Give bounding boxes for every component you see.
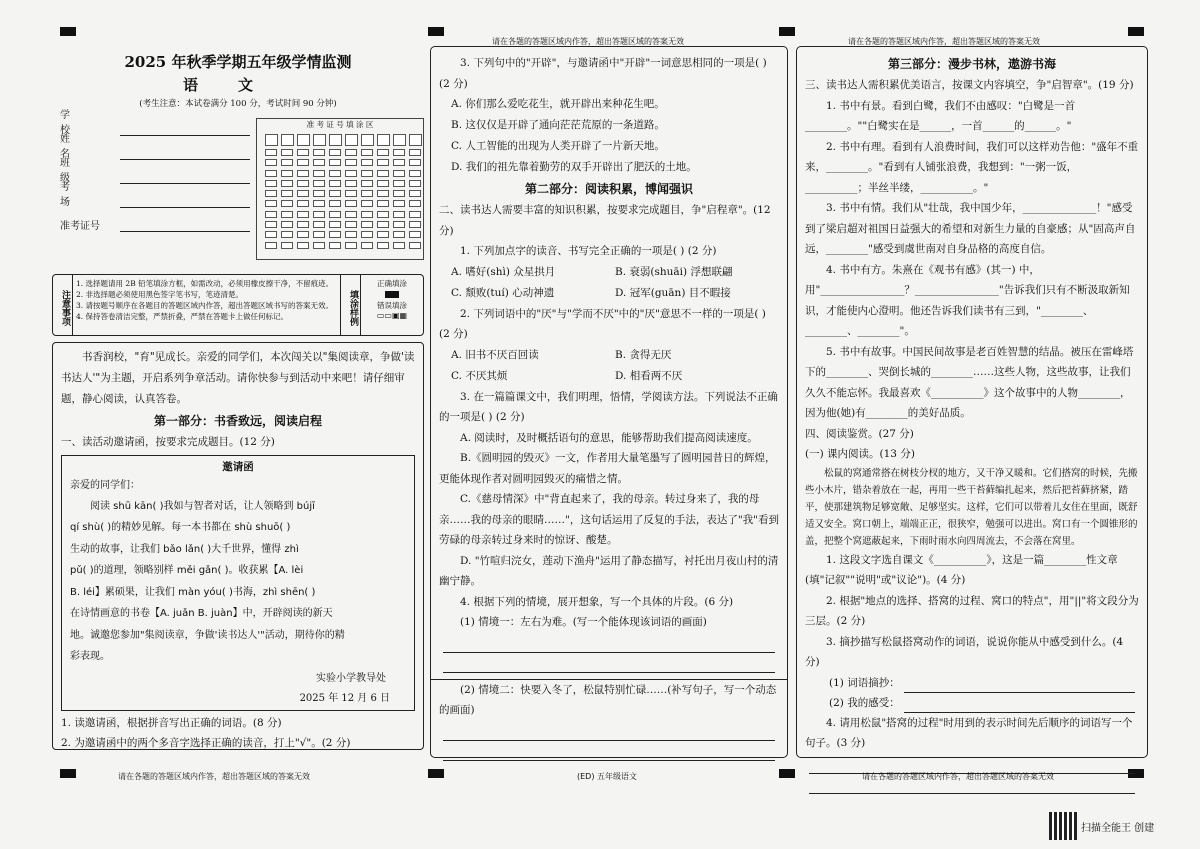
- option[interactable]: B. 这仅仅是开辟了通向茫茫荒原的一条道路。: [451, 119, 665, 131]
- registration-mark: [428, 769, 444, 778]
- fill-item[interactable]: 5. 书中有故事。中国民间故事是老百姓智慧的结晶。被压在雷峰塔下的________、哭倒长城的________……这些人物，这些故事，让我们久久不能忘怀。我最喜欢《__________》这个故事中的人物________，因为他(她)有________的美好品质。: [805, 345, 1134, 419]
- letter-line: 生动的故事，让我们 bǎo lǎn( )大千世界，懂得 zhì: [70, 543, 299, 555]
- fill-item[interactable]: 1. 书中有景。看到白鹭，我们不由感叹："白鹭是一首________。""白鹭实在是______，一首______的______。": [805, 99, 1076, 132]
- registration-mark: [779, 27, 795, 36]
- question-column-2: [430, 46, 788, 758]
- ticket-digit-bubble[interactable]: [265, 190, 277, 197]
- ticket-digit-bubble[interactable]: [345, 231, 357, 238]
- option[interactable]: C.《慈母情深》中"背直起来了，我的母亲。转过身来了，我的母亲……我的母亲的眼睛……"，这句话运用了反复的手法，表达了"我"看到劳碌的母亲转过身来时的惊讶、酸楚。: [439, 493, 779, 546]
- letter-line: 地。诚邀您参加"集阅读章，争做'读书达人'"活动，期待你的精: [70, 629, 345, 641]
- ticket-digit-bubble[interactable]: [281, 221, 293, 228]
- ticket-digit-bubble[interactable]: [409, 170, 421, 177]
- letter-line: 阅读 shū kān( )我如与智者对话，让人领略到 bújī: [90, 500, 315, 512]
- ticket-digit-bubble[interactable]: [393, 221, 405, 228]
- ticket-digit-bubble[interactable]: [265, 211, 277, 218]
- ticket-digit-bubble[interactable]: [377, 231, 389, 238]
- ticket-digit-bubble[interactable]: [345, 242, 357, 249]
- info-class[interactable]: 班 级: [60, 160, 250, 184]
- ticket-digit-bubble[interactable]: [265, 149, 277, 156]
- ticket-digit-bubble[interactable]: [409, 211, 421, 218]
- ticket-digit-bubble[interactable]: [329, 190, 341, 197]
- ticket-digit-bubble[interactable]: [313, 190, 325, 197]
- q2-1-options: [439, 262, 779, 304]
- ticket-digit-bubble[interactable]: [409, 190, 421, 197]
- fill-item[interactable]: 4. 书中有方。朱熹在《观书有感》(其一) 中，用"________________？________________"告诉我们只有不断汲取新知识，才能使内心澄明。他还告诉我们读书有三到，"________、________、________"。: [805, 263, 1130, 337]
- q2-2-options: [439, 345, 779, 387]
- ticket-digit-bubble[interactable]: [329, 159, 341, 166]
- rule-item: 4. 保持答卷清洁完整，严禁折叠，严禁在答题卡上做任何标记。: [76, 312, 289, 321]
- ticket-digit-bubble[interactable]: [265, 180, 277, 187]
- ticket-digit-bubble[interactable]: [361, 242, 373, 249]
- registration-mark: [428, 27, 444, 36]
- part1-heading: 第一部分：书香致远，阅读启程: [153, 414, 322, 428]
- ticket-digit-column[interactable]: [297, 134, 311, 252]
- ticket-digit-bubble[interactable]: [409, 180, 421, 187]
- intro-text: 书香润校，"育"见成长。亲爱的同学们，本次闯关以"集阅读章，争做'读书达人'"为主题，开启系列争章活动。请你快参与到活动中来吧！请仔细审题，静心阅读，认真答卷。: [61, 351, 415, 405]
- ticket-digit-bubble[interactable]: [345, 170, 357, 177]
- ticket-digit-bubble[interactable]: [265, 221, 277, 228]
- q2-3-stem: 3. 在一篇篇课文中，我们明理，悟情，学阅读方法。下列说法不正确的一项是( ) (2 分): [439, 390, 778, 423]
- ticket-digit-column[interactable]: [345, 134, 359, 252]
- q2-4-2: (2) 情境二：快要入冬了，松鼠特别忙碌……(补写句子，写一个动态的画面): [439, 683, 777, 716]
- ticket-digit-bubble[interactable]: [297, 231, 309, 238]
- ticket-digit-bubble[interactable]: [345, 200, 357, 207]
- ticket-digit-bubble[interactable]: [281, 200, 293, 207]
- ticket-digit-bubble[interactable]: [297, 221, 309, 228]
- option[interactable]: A. 嗜好(shì) 众星拱月: [451, 265, 556, 278]
- ticket-digit-column[interactable]: [313, 134, 327, 252]
- ticket-digit-bubble[interactable]: [361, 211, 373, 218]
- ticket-digit-bubble[interactable]: [297, 170, 309, 177]
- option[interactable]: A. 阅读时，及时概括语句的意思，能够帮助我们提高阅读速度。: [460, 431, 758, 444]
- q2-1-stem: 1. 下列加点字的读音、书写完全正确的一项是( ) (2 分): [460, 245, 717, 257]
- registration-mark: [60, 769, 76, 778]
- rule-item: 2. 非选择题必须使用黑色签字笔书写，笔迹清楚。: [76, 290, 244, 299]
- ticket-digit-bubble[interactable]: [281, 231, 293, 238]
- ticket-digit-bubble[interactable]: [393, 190, 405, 197]
- fill-correct-label: 正确填涂: [377, 279, 407, 288]
- q4-prompt: 四、阅读鉴赏。(27 分): [805, 427, 914, 440]
- fill-wrong-label: 错误填涂: [377, 301, 407, 310]
- reading-passage: 松鼠的窝通常搭在树枝分杈的地方，又干净又暖和。它们搭窝的时候，先搬些小木片，错杂着放在一起，再用一些干苔藓编扎起来，然后把苔藓挤紧，踏平，使那建筑物足够宽敞、足够坚实。这样，它们可以带着儿女住在里面，既舒适又安全。窝口朝上，端端正正，很狭窄，勉强可以进出。窝口有一个圆锥形的盖，把整个窝遮蔽起来，下雨时雨水向四周流去，不会落在窝里。: [805, 467, 1138, 547]
- part1-box: [52, 342, 424, 750]
- ticket-digit-column[interactable]: [393, 134, 407, 252]
- exam-note: (考生注意：本试卷满分 100 分，考试时间 90 分钟): [139, 99, 337, 109]
- fill-sample: [361, 275, 423, 335]
- ticket-digit-bubble[interactable]: [281, 180, 293, 187]
- qr-code-icon: [1049, 812, 1077, 840]
- ticket-digit-bubble[interactable]: [297, 242, 309, 249]
- option[interactable]: C. 颓败(tuí) 心动神遗: [451, 286, 555, 299]
- rule-item: 1. 选择题请用 2B 铅笔填涂方框，如需改动，必须用橡皮擦干净，不留痕迹。: [76, 279, 334, 288]
- ticket-digit-column[interactable]: [409, 134, 423, 252]
- exam-title: 2025 年秋季学期五年级学情监测: [124, 53, 352, 71]
- ticket-digit-bubble[interactable]: [377, 221, 389, 228]
- answer-line[interactable]: [443, 633, 775, 653]
- ticket-digit-bubble[interactable]: [329, 242, 341, 249]
- ticket-digit-bubble[interactable]: [265, 231, 277, 238]
- scanner-watermark: 扫描全能王 创建: [1081, 823, 1155, 834]
- invitation-letter: [61, 455, 415, 711]
- option[interactable]: D. 冠军(guān) 目不暇接: [615, 286, 731, 299]
- ticket-digit-bubble[interactable]: [313, 231, 325, 238]
- ticket-digit-bubble[interactable]: [313, 200, 325, 207]
- info-ticket[interactable]: 准考证号: [60, 208, 250, 232]
- ticket-digit-bubble[interactable]: [377, 149, 389, 156]
- reading-question[interactable]: 3. 摘抄描写松鼠搭窝动作的词语，说说你能从中感受到什么。(4 分): [805, 635, 1124, 668]
- footer-code: (ED) 五年级语文: [577, 772, 637, 781]
- ticket-digit-bubble[interactable]: [329, 231, 341, 238]
- ticket-digit-bubble[interactable]: [409, 159, 421, 166]
- ticket-digit-bubble[interactable]: [393, 159, 405, 166]
- ticket-digit-bubble[interactable]: [329, 221, 341, 228]
- q1-prompt: 一、读活动邀请函，按要求完成题目。(12 分): [61, 436, 275, 448]
- ticket-digit-bubble[interactable]: [313, 159, 325, 166]
- ticket-digit-bubble[interactable]: [313, 242, 325, 249]
- ticket-digit-column[interactable]: [281, 134, 295, 252]
- letter-line: B. léi】累硕果，让我们 màn yóu( )书海，zhì shēn( ): [70, 586, 316, 598]
- ticket-digit-bubble[interactable]: [393, 231, 405, 238]
- ticket-digit-bubble[interactable]: [345, 190, 357, 197]
- ticket-digit-column[interactable]: [377, 134, 391, 252]
- ticket-digit-bubble[interactable]: [409, 231, 421, 238]
- ticket-digit-column[interactable]: [329, 134, 343, 252]
- header-notice: 请在各题的答题区域内作答，超出答题区域的答案无效: [492, 37, 684, 46]
- question-column-3: [796, 46, 1148, 758]
- ticket-digit-bubble[interactable]: [281, 190, 293, 197]
- fill-item[interactable]: 2. 书中有理。看到有人浪费时间，我们可以这样劝告他："盛年不重来，________。"看到有人铺张浪费，我想到："一粥一饭，__________；半丝半缕，__________。": [805, 140, 1139, 194]
- ticket-digit-bubble[interactable]: [377, 170, 389, 177]
- footer-notice: 请在各题的答题区域内作答，超出答题区域的答案无效: [862, 772, 1054, 781]
- ticket-digit-bubble[interactable]: [329, 180, 341, 187]
- ticket-digit-bubble[interactable]: [345, 159, 357, 166]
- ticket-digit-bubble[interactable]: [377, 190, 389, 197]
- ticket-digit-bubble[interactable]: [297, 180, 309, 187]
- ticket-digit-bubble[interactable]: [265, 200, 277, 207]
- option[interactable]: A. 旧书不厌百回读: [451, 348, 539, 361]
- ticket-digit-bubble[interactable]: [329, 200, 341, 207]
- option[interactable]: B. 贪得无厌: [615, 348, 672, 361]
- letter-date: 2025 年 12 月 6 日: [299, 692, 390, 704]
- ticket-digit-bubble[interactable]: [361, 180, 373, 187]
- ticket-digit-bubble[interactable]: [393, 149, 405, 156]
- ticket-digit-bubble[interactable]: [409, 149, 421, 156]
- ticket-digit-bubble[interactable]: [297, 190, 309, 197]
- ticket-digit-bubble[interactable]: [281, 159, 293, 166]
- fill-label: 填涂样例: [341, 275, 361, 335]
- ticket-digit-bubble[interactable]: [361, 149, 373, 156]
- rules-list: [73, 275, 341, 335]
- answer-line[interactable]: [443, 721, 775, 741]
- answer-row[interactable]: (1) 词语摘抄：: [805, 673, 1139, 693]
- ticket-digit-bubble[interactable]: [409, 242, 421, 249]
- ticket-digit-column[interactable]: [361, 134, 375, 252]
- ticket-digit-bubble[interactable]: [361, 200, 373, 207]
- ticket-digit-bubble[interactable]: [393, 180, 405, 187]
- info-school[interactable]: 学 校: [60, 112, 250, 136]
- ticket-digit-bubble[interactable]: [377, 200, 389, 207]
- ticket-digit-bubble[interactable]: [361, 159, 373, 166]
- ticket-digit-bubble[interactable]: [361, 170, 373, 177]
- ticket-digit-bubble[interactable]: [377, 242, 389, 249]
- ticket-digit-bubble[interactable]: [265, 242, 277, 249]
- rule-item: 3. 请按题号顺序在各题目的答题区域内作答，超出答题区域书写的答案无效。: [76, 301, 334, 310]
- ticket-digit-bubble[interactable]: [361, 221, 373, 228]
- q1-1: 1. 读邀请函，根据拼音写出正确的词语。(8 分): [61, 716, 282, 729]
- ticket-digit-bubble[interactable]: [265, 159, 277, 166]
- q3-stem: 3. 下列句中的"开辟"，与邀请函中"开辟"一词意思相同的一项是( ) (2 分): [439, 57, 767, 90]
- ticket-digit-bubble[interactable]: [281, 242, 293, 249]
- option[interactable]: D. "竹喧归浣女，莲动下渔舟"运用了静态描写，衬托出月夜山村的清幽宁静。: [439, 554, 779, 587]
- letter-greeting: 亲爱的同学们：: [70, 479, 140, 491]
- option[interactable]: B. 衰弱(shuāi) 浮想联翩: [615, 265, 733, 278]
- letter-line: 在诗情画意的书卷【A. juǎn B. juàn】中，开辟阅读的新天: [70, 608, 333, 619]
- rules-label: 注意事项: [53, 275, 73, 335]
- ticket-digit-bubble[interactable]: [281, 211, 293, 218]
- ticket-digit-bubble[interactable]: [361, 231, 373, 238]
- q2-2-stem: 2. 下列词语中的"厌"与"学而不厌"中的"厌"意思不一样的一项是( ) (2 分): [439, 307, 766, 340]
- ticket-digit-bubble[interactable]: [345, 221, 357, 228]
- ticket-digit-bubble[interactable]: [329, 211, 341, 218]
- option[interactable]: D. 相看两不厌: [615, 369, 683, 382]
- answer-row[interactable]: (2) 我的感受：: [805, 693, 1139, 713]
- wrong-marks-icon: ▭▭▣▦: [376, 311, 408, 320]
- reading-question[interactable]: 4. 请用松鼠"搭窝的过程"时用到的表示时间先后顺序的词语写一个句子。(3 分): [805, 716, 1133, 749]
- ticket-digit-bubble[interactable]: [393, 211, 405, 218]
- grid-title: 准 考 证 号 填 涂 区: [306, 120, 374, 129]
- option[interactable]: A. 你们那么爱吃花生，就开辟出来种花生吧。: [451, 98, 665, 110]
- answer-line[interactable]: [443, 741, 775, 761]
- q3-prompt: 三、读书达人需积累优美语言，按课文内容填空，争"启智章"。(19 分): [805, 79, 1134, 91]
- ticket-digit-bubble[interactable]: [377, 211, 389, 218]
- ticket-digit-bubble[interactable]: [377, 180, 389, 187]
- q2-4-1: (1) 情境一：左右为难。(写一个能体现该词语的画面): [460, 616, 707, 628]
- instructions-box: [52, 274, 424, 336]
- q1-2: 2. 为邀请函中的两个多音字选择正确的读音，打上"√"。(2 分): [61, 737, 351, 749]
- q4-sub: (一) 课内阅读。(13 分): [805, 448, 915, 460]
- ticket-digit-bubble[interactable]: [297, 211, 309, 218]
- ticket-digit-bubble[interactable]: [313, 221, 325, 228]
- cover-column: [52, 46, 424, 758]
- ticket-digit-bubble[interactable]: [377, 159, 389, 166]
- ticket-digit-bubble[interactable]: [361, 190, 373, 197]
- ticket-digit-bubble[interactable]: [409, 221, 421, 228]
- ticket-digit-bubble[interactable]: [345, 180, 357, 187]
- ticket-digit-bubble[interactable]: [313, 149, 325, 156]
- ticket-digit-bubble[interactable]: [393, 200, 405, 207]
- ticket-number-grid[interactable]: [256, 118, 424, 260]
- ticket-digit-bubble[interactable]: [393, 170, 405, 177]
- ticket-digit-bubble[interactable]: [313, 211, 325, 218]
- ticket-digit-column[interactable]: [265, 134, 279, 252]
- ticket-digit-bubble[interactable]: [393, 242, 405, 249]
- ticket-digit-bubble[interactable]: [297, 200, 309, 207]
- answer-line[interactable]: [443, 653, 775, 673]
- info-room[interactable]: 考 场: [60, 184, 250, 208]
- letter-line: pǔ( )的道理，领略别样 měi gǎn( )。收获累【A. lèi: [70, 565, 304, 576]
- student-info: [52, 112, 424, 272]
- option[interactable]: D. 我们的祖先靠着勤劳的双手开辟出了肥沃的土地。: [451, 161, 697, 173]
- filled-box-icon: [385, 291, 399, 298]
- part2-heading: 第二部分：阅读积累，博闻强识: [524, 182, 693, 196]
- ticket-digit-bubble[interactable]: [297, 159, 309, 166]
- ticket-digit-bubble[interactable]: [409, 200, 421, 207]
- option[interactable]: B.《圆明园的毁灭》一文，作者用大量笔墨写了圆明园昔日的辉煌，更能体现作者对圆明园毁灭的痛惜之情。: [439, 452, 776, 485]
- q2-prompt: 二、读书达人需要丰富的知识积累，按要求完成题目，争"启程章"。(12 分): [439, 204, 771, 237]
- ticket-digit-bubble[interactable]: [313, 180, 325, 187]
- ticket-digit-bubble[interactable]: [297, 149, 309, 156]
- letter-title: 邀请函: [222, 460, 254, 473]
- reading-question[interactable]: 1. 这段文字选自课文《__________》，这是一篇________性文章(填"记叙""说明"或"议论")。(4 分): [805, 553, 1118, 586]
- option[interactable]: C. 人工智能的出现为人类开辟了一片新天地。: [451, 140, 665, 152]
- q2-4-stem: 4. 根据下列的情境，展开想象，写一个具体的片段。(6 分): [460, 595, 734, 608]
- ticket-digit-bubble[interactable]: [281, 170, 293, 177]
- registration-mark: [779, 769, 795, 778]
- ticket-digit-bubble[interactable]: [265, 170, 277, 177]
- ticket-digit-bubble[interactable]: [281, 149, 293, 156]
- footer-notice: 请在各题的答题区域内作答，超出答题区域的答案无效: [118, 772, 310, 781]
- reading-question[interactable]: 2. 根据"地点的选择、搭窝的过程、窝口的特点"，用"||"将文段分为三层。(2 分): [805, 594, 1139, 627]
- ticket-digit-bubble[interactable]: [313, 170, 325, 177]
- ticket-digit-bubble[interactable]: [345, 211, 357, 218]
- ticket-digit-bubble[interactable]: [345, 149, 357, 156]
- fill-item[interactable]: 3. 书中有情。我们从"壮哉，我中国少年，______________！"感受到了梁启超对祖国日益强大的希望和对新生力量的自豪感；从"固高声自远，________"感受到虞世南对自身品格的高度自信。: [805, 202, 1136, 255]
- header-notice: 请在各题的答题区域内作答，超出答题区域的答案无效: [848, 37, 1040, 46]
- ticket-digit-bubble[interactable]: [329, 149, 341, 156]
- registration-mark: [60, 27, 76, 36]
- ticket-digit-bubble[interactable]: [329, 170, 341, 177]
- letter-sign: 实验小学教导处: [316, 672, 386, 684]
- subject-title: 语文: [182, 76, 293, 94]
- part3-heading: 第三部分：漫步书林，遨游书海: [887, 57, 1056, 71]
- info-name[interactable]: 姓 名: [60, 136, 250, 160]
- letter-line: 彩表现。: [70, 651, 110, 662]
- option[interactable]: C. 不厌其烦: [451, 369, 508, 382]
- registration-mark: [1128, 27, 1144, 36]
- letter-line: qí shù( )的精妙见解。每一本书都在 shù shuō( ): [70, 522, 291, 533]
